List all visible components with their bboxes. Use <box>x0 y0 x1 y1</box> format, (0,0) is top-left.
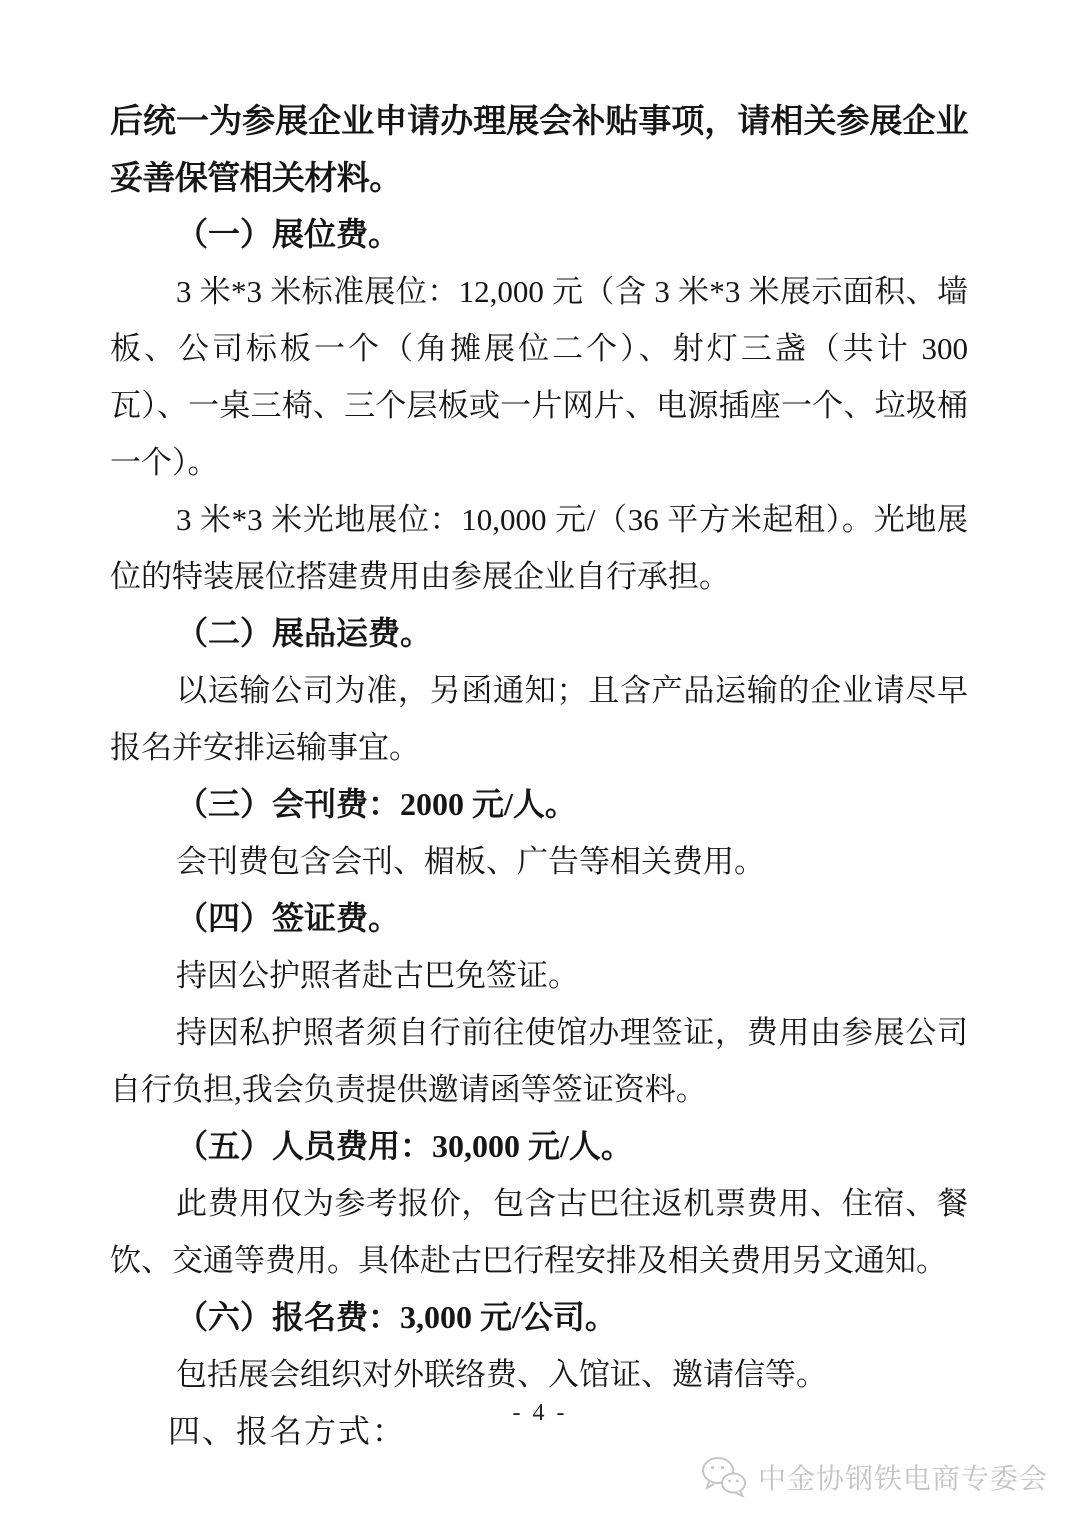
wechat-icon <box>700 1455 748 1499</box>
paragraph-catalog: 会刊费包含会刊、楣板、广告等相关费用。 <box>176 844 765 879</box>
subheading-visa-fee: （四）签证费。 <box>176 900 401 936</box>
page-number: - 4 - <box>512 1400 568 1426</box>
subheading-personnel-fee: （五）人员费用：30,000 元/人。 <box>176 1128 633 1164</box>
paragraph-freight: 以运输公司为准，另函通知；且含产品运输的企业请尽早报名并安排运输事宜。 <box>110 673 968 765</box>
subheading-catalog-fee: （三）会刊费：2000 元/人。 <box>176 786 577 822</box>
paragraph-visa-private: 持因私护照者须自行前往使馆办理签证，费用由参展公司自行负担,我会负责提供邀请函等签证资料。 <box>110 1015 968 1107</box>
paragraph-personnel: 此费用仅为参考报价，包含古巴往返机票费用、住宿、餐饮、交通等费用。具体赴古巴行程安排及相关费用另文通知。 <box>110 1186 968 1278</box>
subheading-registration-fee: （六）报名费：3,000 元/公司。 <box>176 1299 617 1335</box>
watermark-text: 中金协钢铁电商专委会 <box>757 1463 1048 1494</box>
paragraph-standard-booth: 3 米*3 米标准展位：12,000 元（含 3 米*3 米展示面积、墙板、公司标板一个（角摊展位二个）、射灯三盏（共计 300 瓦）、一桌三椅、三个层板或一片网片、电源插座一个、垃圾桶一个）。 <box>110 274 968 480</box>
paragraph-registration: 包括展会组织对外联络费、入馆证、邀请信等。 <box>176 1357 827 1392</box>
document-body <box>110 92 968 1460</box>
section-heading-signup: 四、报名方式： <box>168 1413 407 1449</box>
subheading-booth-fee: （一）展位费。 <box>176 216 401 252</box>
subheading-exhibit-freight: （二）展品运费。 <box>176 615 433 651</box>
paragraph-visa-official: 持因公护照者赴古巴免签证。 <box>176 958 579 993</box>
paragraph-raw-space-booth: 3 米*3 米光地展位：10,000 元/（36 平方米起租）。光地展位的特装展位搭建费用由参展企业自行承担。 <box>110 502 968 594</box>
footer-watermark <box>700 1455 1048 1499</box>
lead-paragraph: 后统一为参展企业申请办理展会补贴事项，请相关参展企业妥善保管相关材料。 <box>110 102 968 196</box>
